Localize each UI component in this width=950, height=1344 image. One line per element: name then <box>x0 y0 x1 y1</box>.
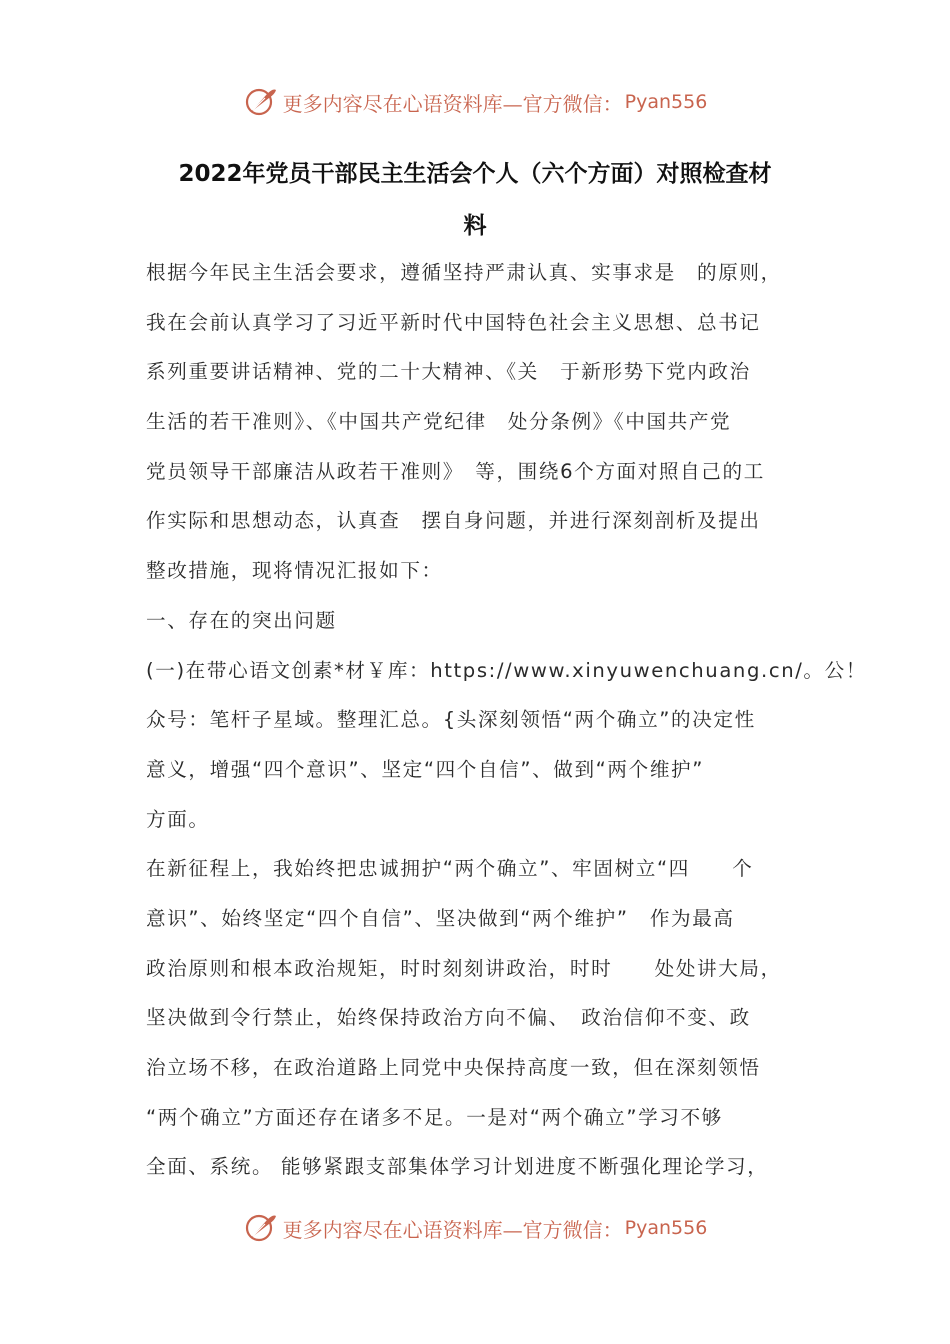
body-line: 坚决做到令行禁止，始终保持政治方向不偏、 政治信仰不变、政 <box>146 1006 751 1030</box>
body-line: 作实际和思想动态，认真查 摆自身问题，并进行深刻剖析及提出 <box>146 509 761 533</box>
body-line: (一)在带心语文创素*材￥库：https://www.xinyuwenchuang.cn/。公！ <box>146 658 867 682</box>
body-line: 生活的若干准则》、《中国共产党纪律 处分条例》《中国共产党 <box>146 410 732 434</box>
body-line: 众号：笔杆子星域。整理汇总。{头深刻领悟“两个确立”的决定性 <box>146 708 756 732</box>
document-title <box>140 148 810 252</box>
quill-logo-icon <box>243 1210 279 1246</box>
body-line: 根据今年民主生活会要求，遵循坚持严肃认真、实事求是 的原则， <box>146 261 782 284</box>
body-line: “两个确立”方面还存在诸多不足。一是对“两个确立”学习不够 <box>146 1105 723 1129</box>
watermark-banner-top <box>0 82 950 122</box>
body-line: 政治原则和根本政治规矩，时时刻刻讲政治，时时 处处讲大局， <box>146 956 782 980</box>
body-line: 整改措施，现将情况汇报如下： <box>146 559 443 583</box>
body-line: 意识”、始终坚定“四个自信”、坚决做到“两个维护” 作为最高 <box>146 906 735 930</box>
body-line: 在新征程上，我始终把忠诚拥护“两个确立”、牢固树立“四 个 <box>146 857 754 881</box>
section-heading: 一、存在的突出问题 <box>146 608 337 632</box>
title-line-2: 料 <box>463 213 487 239</box>
watermark-banner-bottom <box>0 1208 950 1248</box>
body-line: 意义，增强“四个意识”、坚定“四个自信”、做到“两个维护” <box>146 757 704 781</box>
body-line: 治立场不移，在政治道路上同党中央保持高度一致，但在深刻领悟 <box>146 1056 761 1079</box>
body-line: 系列重要讲话精神、党的二十大精神、《关 于新形势下党内政治 <box>146 360 751 384</box>
body-line: 我在会前认真学习了习近平新时代中国特色社会主义思想、总书记 <box>146 310 761 334</box>
body-line: 方面。 <box>146 807 210 831</box>
document-body <box>146 248 867 1192</box>
watermark-text: 更多内容尽在心语资料库—官方微信： <box>282 1217 623 1242</box>
watermark-text: 更多内容尽在心语资料库—官方微信： <box>282 91 623 116</box>
title-line-1: 2022年党员干部民主生活会个人（六个方面）对照检查材 <box>178 161 772 187</box>
watermark-wechat-id: Pyan556 <box>624 1217 708 1239</box>
quill-logo-icon <box>243 84 279 120</box>
watermark-wechat-id: Pyan556 <box>624 91 708 113</box>
body-line: 党员领导干部廉洁从政若干准则》 等，围绕6个方面对照自己的工 <box>146 459 765 483</box>
body-line: 全面、系统。 能够紧跟支部集体学习计划进度不断强化理论学习， <box>146 1155 769 1179</box>
